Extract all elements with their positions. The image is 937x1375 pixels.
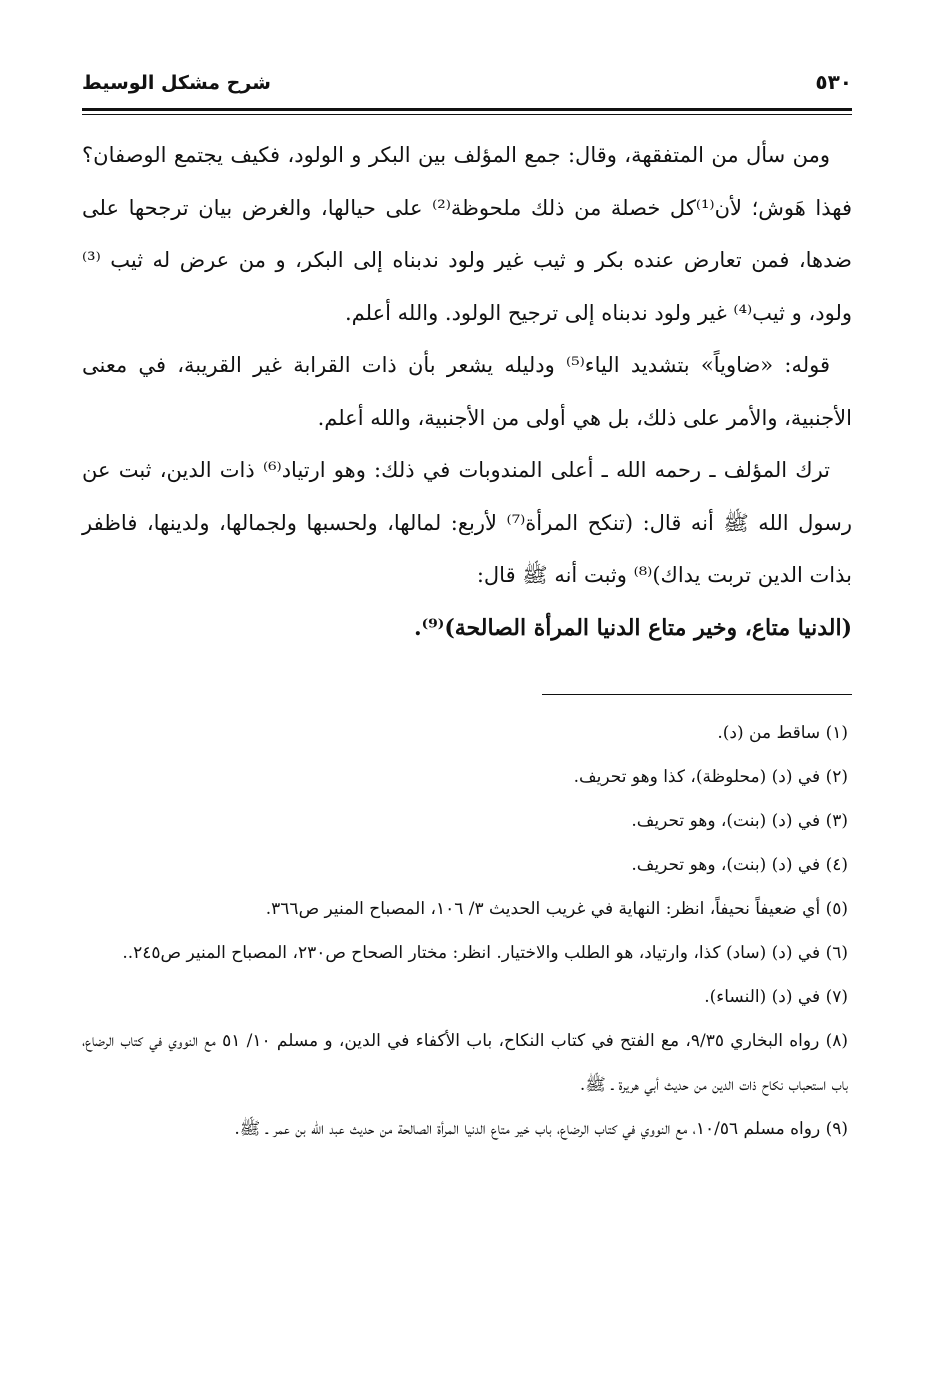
header-rule-thick (82, 108, 852, 111)
body-paragraph: قوله: «ضاوياً» بتشديد الياء⁽⁵⁾ ودليله يشعر بأن ذات القرابة غير القريبة، في معنى الأجنبية، والأمر على ذلك، بل هي أولى من الأجنبية، والله أعلم. (82, 353, 852, 430)
footnote: (١) ساقط من (د). (717, 723, 848, 743)
main-text (82, 129, 852, 654)
running-head (82, 70, 852, 106)
book-title: شرح مشكل الوسيط (82, 72, 271, 94)
document-page (82, 70, 852, 1151)
header-rule-thin (82, 114, 852, 115)
footnote-separator (542, 694, 852, 695)
footnote: (٢) في (د) (محلوظة)، كذا وهو تحريف. (573, 767, 848, 787)
footnote: (٥) أي ضعيفاً نحيفاً، انظر: النهاية في غريب الحديث ٣/ ١٠٦، المصباح المنير ص٣٦٦. (265, 899, 848, 919)
footnote: (٧) في (د) (النساء). (704, 987, 848, 1007)
page-number: ٥٣٠ (815, 70, 852, 94)
footnote: (٤) في (د) (بنت)، وهو تحريف. (631, 855, 848, 875)
footnote: (٦) في (د) (ساد) كذا، وارتياد، هو الطلب والاختيار. انظر: مختار الصحاح ص٢٣٠، المصباح المنير ص٢٤٥.. (122, 943, 848, 963)
hadith-quote: (الدنيا متاع، وخير متاع الدنيا المرأة الصالحة)⁽⁹⁾. (413, 614, 852, 641)
footnote: (٣) في (د) (بنت)، وهو تحريف. (631, 811, 848, 831)
footnote: (٩) رواه مسلم ١٠/٥٦، مع النووي في كتاب الرضاع، باب خير متاع الدنيا المرأة الصالحة من حديث عبد الله بن عمر ـ ﷺ. (234, 1119, 848, 1139)
footnotes (82, 711, 852, 1151)
body-paragraph: ومن سأل من المتفقهة، وقال: جمع المؤلف بين البكر و الولود، فكيف يجتمع الوصفان؟ فهذا هَوش؛ لأن⁽¹⁾كل خصلة من ذلك ملحوظة⁽²⁾ على حيالها، والغرض بيان ترجحها على ضدها، فمن تعارض عنده بكر و ثيب غير ولود ندبناه إلى البكر، و من عرض له ثيب ⁽³⁾ ولود، و ثيب⁽⁴⁾ غير ولود ندبناه إلى ترجيح الولود. والله أعلم. (82, 143, 852, 325)
footnote: (٨) رواه البخاري ٩/٣٥، مع الفتح في كتاب النكاح، باب الأكفاء في الدين، و مسلم ١٠/ ٥١ مع النووي في كتاب الرضاع، باب استحباب نكاح ذات الدين من حديث أبي هريرة ـ ﷺ. (82, 1031, 848, 1095)
body-paragraph: ترك المؤلف ـ رحمه الله ـ أعلى المندوبات في ذلك: وهو ارتياد⁽⁶⁾ ذات الدين، ثبت عن رسول الله ﷺ أنه قال: (تنكح المرأة⁽⁷⁾ لأربع: لمالها، ولحسبها ولجمالها، ولدينها، فاظفر بذات الدين تربت يداك)⁽⁸⁾ وثبت أنه ﷺ قال: (82, 458, 852, 587)
